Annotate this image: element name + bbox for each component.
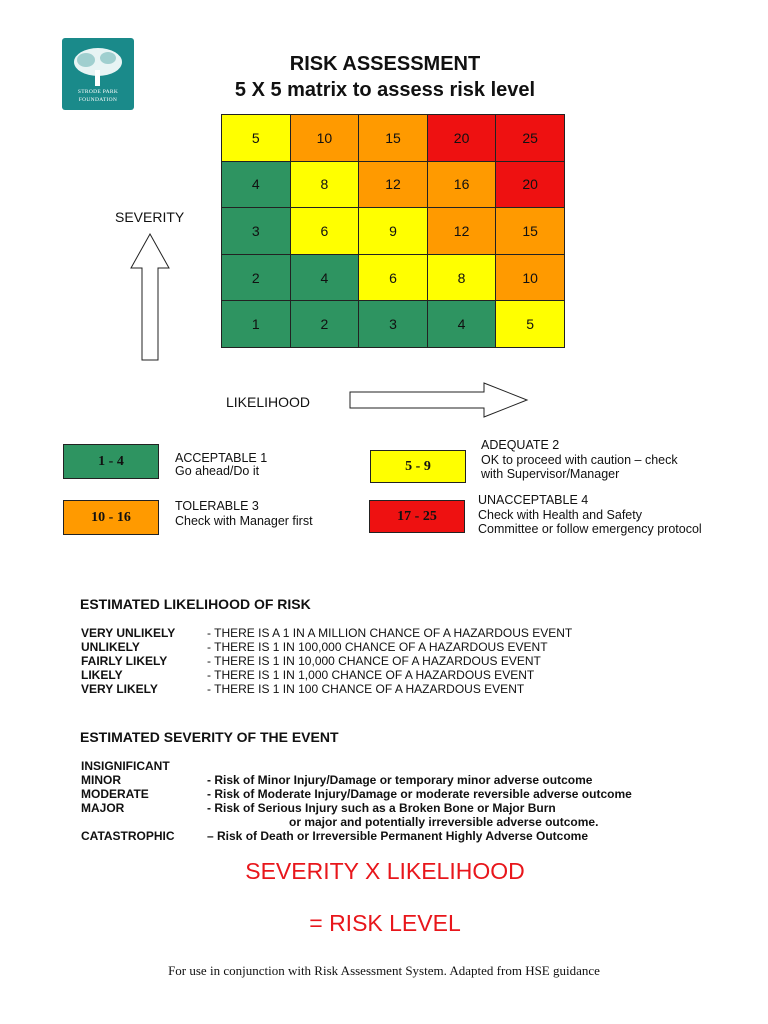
severity-desc: – Risk of Death or Irreversible Permanent Highly Adverse Outcome bbox=[207, 829, 589, 843]
page-subtitle: 5 X 5 matrix to assess risk level bbox=[234, 79, 536, 101]
legend-desc-adequate-1: OK to proceed with caution – check bbox=[481, 453, 678, 467]
matrix-cell: 4 bbox=[291, 255, 360, 302]
legend-title-acceptable: ACCEPTABLE 1 bbox=[175, 451, 268, 465]
right-arrow-icon bbox=[349, 382, 529, 418]
likelihood-term: LIKELY bbox=[81, 668, 123, 682]
matrix-cell: 4 bbox=[428, 301, 497, 348]
matrix-cell: 10 bbox=[291, 115, 360, 162]
legend-box-adequate: 5 - 9 bbox=[370, 450, 466, 483]
matrix-cell: 5 bbox=[222, 115, 291, 162]
matrix-cell: 6 bbox=[291, 208, 360, 255]
matrix-cell: 5 bbox=[496, 301, 565, 348]
formula-line-2: = RISK LEVEL bbox=[309, 910, 461, 936]
matrix-cell: 10 bbox=[496, 255, 565, 302]
severity-term: MINOR bbox=[81, 773, 121, 787]
matrix-cell: 1 bbox=[222, 301, 291, 348]
likelihood-axis-label: LIKELIHOOD bbox=[226, 394, 311, 410]
legend-title-unacceptable: UNACCEPTABLE 4 bbox=[478, 493, 589, 507]
severity-axis-label: SEVERITY bbox=[115, 209, 185, 225]
matrix-cell: 8 bbox=[291, 162, 360, 209]
likelihood-term: VERY UNLIKELY bbox=[81, 626, 176, 640]
matrix-cell: 15 bbox=[496, 208, 565, 255]
legend-desc-unacceptable-2: Committee or follow emergency protocol bbox=[478, 522, 702, 536]
matrix-cell: 12 bbox=[359, 162, 428, 209]
likelihood-term: FAIRLY LIKELY bbox=[81, 654, 168, 668]
severity-desc: or major and potentially irreversible adverse outcome. bbox=[289, 815, 599, 829]
matrix-cell: 2 bbox=[222, 255, 291, 302]
formula-line-1: SEVERITY X LIKELIHOOD bbox=[245, 858, 525, 884]
severity-term: CATASTROPHIC bbox=[81, 829, 175, 843]
matrix-cell: 15 bbox=[359, 115, 428, 162]
likelihood-desc: - THERE IS 1 IN 1,000 CHANCE OF A HAZARDOUS EVENT bbox=[207, 668, 535, 682]
matrix-cell: 3 bbox=[222, 208, 291, 255]
likelihood-term: VERY LIKELY bbox=[81, 682, 158, 696]
severity-desc: - Risk of Moderate Injury/Damage or moderate reversible adverse outcome bbox=[207, 787, 632, 801]
legend-box-unacceptable: 17 - 25 bbox=[369, 500, 465, 533]
matrix-cell: 20 bbox=[496, 162, 565, 209]
footer-note: For use in conjunction with Risk Assessment System. Adapted from HSE guidance bbox=[168, 963, 600, 978]
matrix-cell: 8 bbox=[428, 255, 497, 302]
severity-desc: - Risk of Minor Injury/Damage or temporary minor adverse outcome bbox=[207, 773, 593, 787]
severity-desc: - Risk of Serious Injury such as a Broken Bone or Major Burn bbox=[207, 801, 556, 815]
up-arrow-icon bbox=[130, 233, 170, 361]
legend-title-tolerable: TOLERABLE 3 bbox=[175, 499, 259, 513]
legend-box-acceptable: 1 - 4 bbox=[63, 444, 159, 479]
likelihood-desc: - THERE IS A 1 IN A MILLION CHANCE OF A HAZARDOUS EVENT bbox=[207, 626, 573, 640]
foundation-logo bbox=[62, 38, 134, 110]
matrix-cell: 25 bbox=[496, 115, 565, 162]
matrix-cell: 4 bbox=[222, 162, 291, 209]
logo-text-line1: STRODE PARK bbox=[77, 89, 119, 95]
likelihood-term: UNLIKELY bbox=[81, 640, 140, 654]
logo-text-line2: FOUNDATION bbox=[78, 97, 118, 103]
likelihood-desc: - THERE IS 1 IN 100 CHANCE OF A HAZARDOUS EVENT bbox=[207, 682, 525, 696]
legend-desc-unacceptable-1: Check with Health and Safety bbox=[478, 508, 642, 522]
severity-term: MODERATE bbox=[81, 787, 149, 801]
legend-title-adequate: ADEQUATE 2 bbox=[481, 438, 560, 452]
severity-term: MAJOR bbox=[81, 801, 125, 815]
likelihood-desc: - THERE IS 1 IN 100,000 CHANCE OF A HAZARDOUS EVENT bbox=[207, 640, 548, 654]
legend-desc-tolerable: Check with Manager first bbox=[175, 514, 313, 528]
matrix-cell: 2 bbox=[291, 301, 360, 348]
matrix-cell: 20 bbox=[428, 115, 497, 162]
risk-matrix bbox=[221, 114, 565, 348]
page-title: RISK ASSESSMENT bbox=[289, 53, 481, 75]
likelihood-desc: - THERE IS 1 IN 10,000 CHANCE OF A HAZARDOUS EVENT bbox=[207, 654, 541, 668]
matrix-cell: 9 bbox=[359, 208, 428, 255]
matrix-cell: 3 bbox=[359, 301, 428, 348]
severity-term: INSIGNIFICANT bbox=[81, 759, 170, 773]
matrix-cell: 6 bbox=[359, 255, 428, 302]
likelihood-heading: ESTIMATED LIKELIHOOD OF RISK bbox=[80, 596, 311, 612]
matrix-cell: 12 bbox=[428, 208, 497, 255]
legend-desc-acceptable: Go ahead/Do it bbox=[175, 464, 260, 478]
legend-box-tolerable: 10 - 16 bbox=[63, 500, 159, 535]
severity-heading: ESTIMATED SEVERITY OF THE EVENT bbox=[80, 729, 339, 745]
matrix-cell: 16 bbox=[428, 162, 497, 209]
legend-desc-adequate-2: with Supervisor/Manager bbox=[481, 467, 620, 481]
